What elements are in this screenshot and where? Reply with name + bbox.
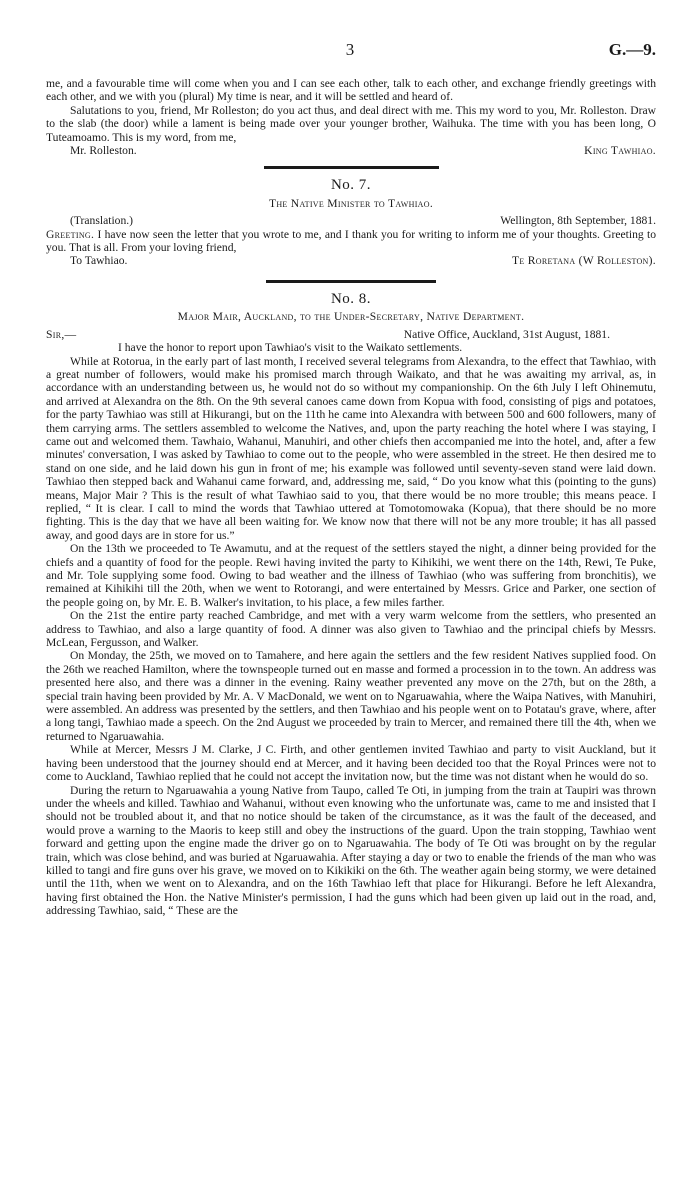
- letter6-signature: King Tawhiao.: [584, 144, 656, 158]
- section-divider-1: [264, 166, 439, 169]
- letter8-header-line: [46, 328, 656, 341]
- letter8-title: Major Mair, Auckland, to the Under-Secretary, Native Department.: [177, 310, 525, 324]
- letter8-paragraph: While at Rotorua, in the early part of last month, I received several telegrams from Alexandra, to the effect that Tawhiao, with a great number of followers, would make his promised march through Waikato, and that he was awaiting my arrival, as, in accordance with an understanding between us, he would not do so without my companionship. On the 6th July I left Ohinemutu, and arrived at Alexandra on the 8th. On the 9th several canoes came down from Kopua with food, consisting of pigs and potatoes, for the party Tawhiao was still at Hikurangi, but on the 11th he came into Alexandra with between 500 and 600 followers, many of them carrying arms. The settlers assembled to welcome the Natives, and, upon the party reaching the hotel where I was staying, I came out and welcomed them. Tawhaio, Wahanui, Manuhiri, and other chiefs then accompanied me into the hotel, and, after a few minutes' conversation, I was asked by Tawhiao to come out to the people, who were assembled in the street. He then desired me to stand on one side, and he laid down his gun in front of me; his example was followed until seventy-seven stand were laid down. Tawhiao then stepped back and Wahanui came forward, and, addressing me, said, “ Do you know what this (pointing to the guns) means, Major Mair ? This is the result of what Tawhiao said to you, that there would be no more trouble; this means peace. I replied, “ It is clear. I call to mind the words that Tawhiao uttered at Tomotomowaka (Kopua), that there should be no more fighting. This is the day that we have all been waiting for. We know now that there will not be any more trouble; it has all passed away, and good days are in store for us.”: [46, 354, 656, 542]
- page-number: 3: [345, 40, 355, 59]
- letter7-place-date: Wellington, 8th September, 1881.: [500, 214, 656, 228]
- page-header: [0, 40, 700, 64]
- letter7-addressee: To Tawhiao.: [70, 254, 128, 268]
- letter8-number: No. 8.: [330, 290, 372, 307]
- letter8-paragraph: On Monday, the 25th, we moved on to Tamahere, and here again the settlers and the few resident Natives supplied food. On the 26th we reached Hamilton, where the townspeople turned out en masse and formed a procession in to the town. An address was presented here also, and there was a dinner in the evening. Rainy weather prevented any move on the 27th, but on the 28th, a special train having been provided by Mr. A. V MacDonald, we went on to Ngaruawahia, where the Waipa Natives, with Manuhiri, were assembled. An address was presented by the settlers, and then Tawhiao and his people went on to Potatau's grave, where, after a long tangi, Tawhiao made a speech. On the 2nd August we proceeded by train to Mercer, and remained there till the 4th, when we returned to Ngaruawahia.: [46, 649, 656, 743]
- letter7-closing: [46, 254, 656, 267]
- letter7-greeting: Greeting.: [46, 227, 95, 241]
- letter8-intro: I have the honor to report upon Tawhiao's visit to the Waikato settlements.: [118, 341, 463, 355]
- letter7-body-paragraph: [46, 228, 656, 255]
- letter6-paragraph-1: me, and a favourable time will come when you and I can see each other, talk to each other, and exchange friendly greetings with each other, and we with you (plural) My time is near, and it will be settled and heard of.: [46, 77, 656, 104]
- letter6-closing: [46, 144, 656, 157]
- document-body: [46, 77, 656, 918]
- letter8-paragraph: During the return to Ngaruawahia a young Native from Taupo, called Te Oti, in jumping from the train at Taupiri was thrown under the wheels and killed. Tawhiao and Wahanui, without even knowing who the unfortunate was, came to me and insisted that I should not be troubled about it, and that no notice should be taken of the circumstance, as it was the fault of the deceased, and would prove a warning to the Maoris to keep still and obey the instructions of the guard. Upon the train stopping, Tawhiao went forward and getting upon the engine made the driver go on to Ngaruawahia. The body of Te Oti was brought on by the regular train, which was close behind, and was buried at Ngaruawahia. After staying a day or two to enable the friends of the man who was killed to tangi and fire guns over his grave, we moved on to Kikikiki on the 6th. The weather again being stormy, we were detained until the 11th, when we went on to Alexandra, and on the 16th Tawhiao left that place for Hikurangi. Before he left Alexandra, having first obtained the Hon. the Native Minister's permission, I had the guns which had been given up laid out in the road, and, addressing Tawhiao, said, “ These are the: [46, 783, 656, 918]
- document-reference: G.—9.: [608, 40, 656, 59]
- letter6-addressee: Mr. Rolleston.: [70, 144, 137, 158]
- letter7-signature: Te Roretana (W Rolleston).: [511, 254, 656, 268]
- letter8-salutation: Sir,—: [46, 327, 77, 341]
- letter7-title: The Native Minister to Tawhiao.: [268, 196, 434, 210]
- section-divider-2: [266, 280, 436, 283]
- letter8-paragraph: On the 13th we proceeded to Te Awamutu, and at the request of the settlers stayed the night, a dinner being provided for the chiefs and a quantity of food for the people. Rewi having invited the party to Kihikihi, we went there on the 14th, Rewi, Te Puke, and Mr. Tole supplying some food. Owing to bad weather and the illness of Tawhiao (who was suffering from bronchitis), we remained at Kihikihi till the 20th, when we went to Rotorangi, and were entertained by Messrs. Grice and Parker, one section of the people going on, by Mr. E. B. Walker's invitation, to his place, a few miles farther.: [46, 542, 656, 609]
- letter7-number: No. 7.: [330, 177, 372, 194]
- letter6-paragraph-2: Salutations to you, friend, Mr Rolleston; do you act thus, and deal direct with me. This my word to you, Mr. Rolleston. Draw to the slab (the door) while a lament is being made over your younger brother, Waihuka. The time with you has been long, O Tuteamoamo. This is my word, from me,: [46, 103, 656, 144]
- letter7-body: I have now seen the letter that you wrote to me, and I thank you for writing to inform me of your thoughts. Greeting to you. That is all. From your loving friend,: [46, 227, 656, 255]
- letter8-paragraph: On the 21st the entire party reached Cambridge, and met with a very warm welcome from the settlers, who presented an address to Tawhiao, and also a large quantity of food. A dinner was also given to Tawhiao and the principal chiefs by Messrs. McLean, Fergusson, and Walker.: [46, 609, 656, 650]
- letter8-paragraph: While at Mercer, Messrs J M. Clarke, J C. Firth, and other gentlemen invited Tawhiao and party to visit Auckland, but it having been understood that the journey should end at Mercer, and it having been decided too that the Royal Princes were not to come to Auckland, Tawhiao replied that he could not accept the invitation now, but the time was not distant when he would do so.: [46, 743, 656, 784]
- letter7-translation: (Translation.): [70, 214, 134, 228]
- letter7-header-line: [46, 214, 656, 227]
- letter8-place-date: Native Office, Auckland, 31st August, 1881.: [403, 327, 610, 341]
